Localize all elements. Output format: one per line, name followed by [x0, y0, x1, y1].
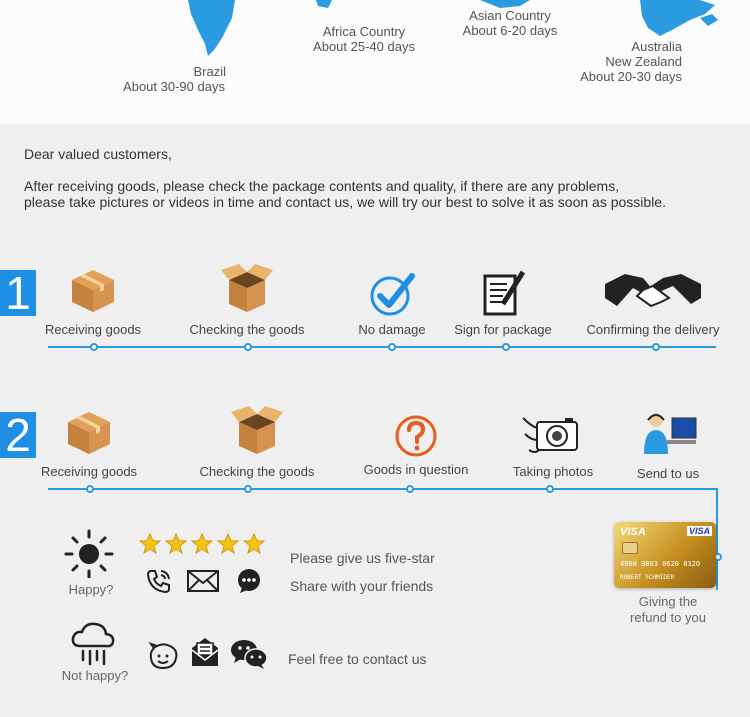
newzealand-name: New Zealand [605, 54, 682, 69]
step-1-confirm [578, 268, 728, 337]
step-2-timeline-down [716, 488, 718, 590]
visa-logo: VISA [620, 526, 646, 538]
step-2-photos [500, 410, 606, 479]
step-1-no-damage [346, 270, 438, 337]
timeline-dot [406, 485, 414, 493]
question-mark-icon [394, 414, 438, 458]
star-icon [192, 534, 212, 553]
brazil-label [112, 64, 236, 94]
step-2-timeline [48, 488, 716, 490]
step-1-sign [446, 268, 560, 337]
notice-line-1: After receiving goods, please check the package contents and quality, if there are any problems, [24, 178, 620, 194]
open-box-icon [229, 404, 285, 458]
australia-label [570, 39, 682, 84]
timeline-dot [244, 343, 252, 351]
wechat-icon [230, 638, 268, 670]
refund-line-2: refund to you [630, 610, 706, 625]
brazil-name: Brazil [193, 64, 226, 79]
step-1-checking [180, 262, 314, 337]
timeline-dot [90, 343, 98, 351]
refund-label [616, 594, 720, 626]
mail-icon [186, 568, 220, 594]
open-box-icon [219, 262, 275, 316]
step-2-number: 2 [0, 412, 36, 458]
open-mail-icon [190, 636, 220, 668]
greeting: Dear valued customers, [24, 146, 172, 162]
package-box-icon [68, 266, 118, 316]
timeline-dot [388, 343, 396, 351]
asia-name: Asian Country [469, 8, 551, 23]
visa-card [614, 522, 716, 588]
camera-icon [521, 410, 585, 460]
happy-label: Happy? [68, 582, 114, 597]
brazil-days: About 30-90 days [123, 79, 225, 94]
sign-document-icon [479, 268, 527, 318]
handshake-icon [603, 268, 703, 316]
australia-name: Australia [631, 39, 682, 54]
phone-icon [146, 568, 172, 594]
computer-support-icon [636, 410, 700, 460]
star-icon [140, 534, 160, 553]
step-label: Confirming the delivery [586, 322, 720, 337]
five-star-rating [138, 532, 268, 556]
notice-line-2: please take pictures or videos in time and contact us, we will try our best to solve it as soon as possible. [24, 194, 666, 210]
step-1-timeline [48, 346, 716, 348]
step-2-receiving [34, 408, 144, 479]
timeline-dot [546, 485, 554, 493]
step-label: Receiving goods [40, 464, 138, 479]
visa-brand-badge: VISA [688, 526, 710, 536]
step-1-receiving [40, 266, 146, 337]
smiley-chat-icon [148, 642, 178, 670]
not-happy-label: Not happy? [61, 668, 129, 683]
timeline-dot [502, 343, 510, 351]
chat-bubble-icon [236, 568, 262, 594]
step-label: No damage [358, 322, 426, 337]
rain-cloud-icon [70, 620, 116, 666]
step-2-checking [190, 404, 324, 479]
step-2-question [356, 414, 476, 477]
step-label: Receiving goods [44, 322, 142, 337]
africa-name: Africa Country [322, 24, 406, 39]
step-label: Sign for package [454, 322, 552, 337]
step-2-send [622, 410, 714, 481]
step-1-number: 1 [0, 270, 36, 316]
timeline-dot [86, 485, 94, 493]
five-star-message: Please give us five-star [290, 550, 435, 566]
step-label: Goods in question [363, 462, 469, 477]
checkmark-icon [368, 270, 416, 318]
step-label: Checking the goods [189, 322, 305, 337]
sun-icon [64, 528, 114, 578]
timeline-dot [652, 343, 660, 351]
card-holder: ROBERT SCHMIDER [620, 574, 675, 581]
asia-days: About 6-20 days [462, 23, 558, 38]
contact-message: Feel free to contact us [288, 651, 427, 667]
star-icon [218, 534, 238, 553]
step-label: Send to us [636, 466, 700, 481]
africa-label [302, 24, 426, 54]
card-number: 4000 0803 0620 0320 [620, 560, 701, 568]
package-box-icon [64, 408, 114, 458]
refund-line-1: Giving the [638, 594, 698, 609]
card-chip [622, 542, 638, 554]
step-label: Checking the goods [199, 464, 315, 479]
share-message: Share with your friends [290, 578, 434, 594]
africa-days: About 25-40 days [313, 39, 415, 54]
delivery-map [0, 0, 750, 124]
star-icon [166, 534, 186, 553]
asia-label [448, 8, 572, 38]
australia-days: About 20-30 days [580, 69, 682, 84]
timeline-dot [244, 485, 252, 493]
step-label: Taking photos [512, 464, 594, 479]
star-icon [244, 534, 264, 553]
